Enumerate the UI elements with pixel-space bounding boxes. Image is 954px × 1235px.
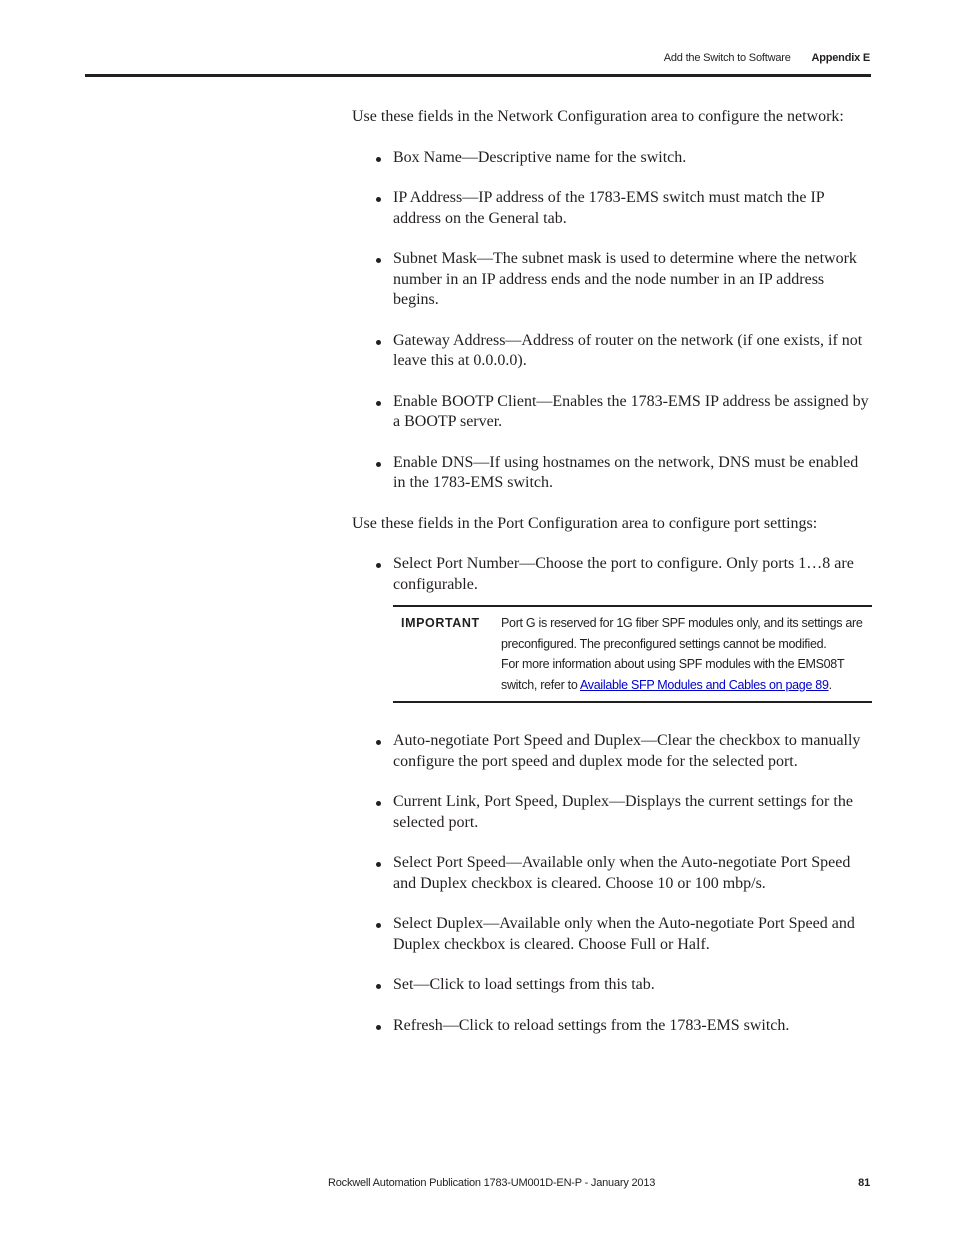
important-line-2 <box>501 654 872 695</box>
publication-id: Rockwell Automation Publication 1783-UM001D-EN-P - January 2013 <box>328 1177 656 1189</box>
list-item: Enable BOOTP Client—Enables the 1783-EMS IP address be assigned by a BOOTP server. <box>352 392 872 433</box>
list-item: Refresh—Click to reload settings from the 1783-EMS switch. <box>352 1016 872 1037</box>
important-body <box>501 613 872 695</box>
important-line-2-text: For more information about using SPF modules with the EMS08T switch, refer to <box>501 657 845 692</box>
list-item: Select Port Number—Choose the port to configure. Only ports 1…8 are configurable. <box>352 554 872 595</box>
port-field-list <box>352 731 872 1036</box>
network-field-list <box>352 148 872 494</box>
list-item: Gateway Address—Address of router on the network (if one exists, if not leave this at 0.0.0.0). <box>352 331 872 372</box>
list-item: Auto-negotiate Port Speed and Duplex—Clear the checkbox to manually configure the port speed and duplex mode for the selected port. <box>352 731 872 772</box>
running-header <box>664 52 870 64</box>
list-item: Select Port Speed—Available only when the Auto-negotiate Port Speed and Duplex checkbox is cleared. Choose 10 or 100 mbp/s. <box>352 853 872 894</box>
port-field-list-first <box>352 554 872 595</box>
section-title: Add the Switch to Software <box>663 52 791 64</box>
list-item: Select Duplex—Available only when the Auto-negotiate Port Speed and Duplex checkbox is cleared. Choose Full or Half. <box>352 914 872 955</box>
list-item: Box Name—Descriptive name for the switch. <box>352 148 872 169</box>
list-item: IP Address—IP address of the 1783-EMS switch must match the IP address on the General tab. <box>352 188 872 229</box>
list-item: Subnet Mask—The subnet mask is used to determine where the network number in an IP address ends and the node number in an IP address begins. <box>352 249 872 311</box>
list-item: Current Link, Port Speed, Duplex—Displays the current settings for the selected port. <box>352 792 872 833</box>
important-line-2-suffix: . <box>828 677 832 692</box>
list-item: Set—Click to load settings from this tab. <box>352 975 872 996</box>
port-intro: Use these fields in the Port Configuration area to configure port settings: <box>352 514 818 532</box>
network-intro: Use these fields in the Network Configuration area to configure the network: <box>352 108 844 125</box>
important-label: IMPORTANT <box>401 616 480 630</box>
list-item: Enable DNS—If using hostnames on the network, DNS must be enabled in the 1783-EMS switch. <box>352 453 872 494</box>
header-rule <box>85 74 871 77</box>
important-note <box>393 605 872 703</box>
important-line-1: Port G is reserved for 1G fiber SPF modules only, and its settings are preconfigured. The preconfigured settings cannot be modified. <box>501 616 863 651</box>
sfp-modules-link[interactable]: Available SFP Modules and Cables on page 89 <box>579 677 829 692</box>
appendix-label: Appendix E <box>811 52 870 64</box>
page-content <box>352 107 872 1056</box>
page-number: 81 <box>858 1177 870 1189</box>
